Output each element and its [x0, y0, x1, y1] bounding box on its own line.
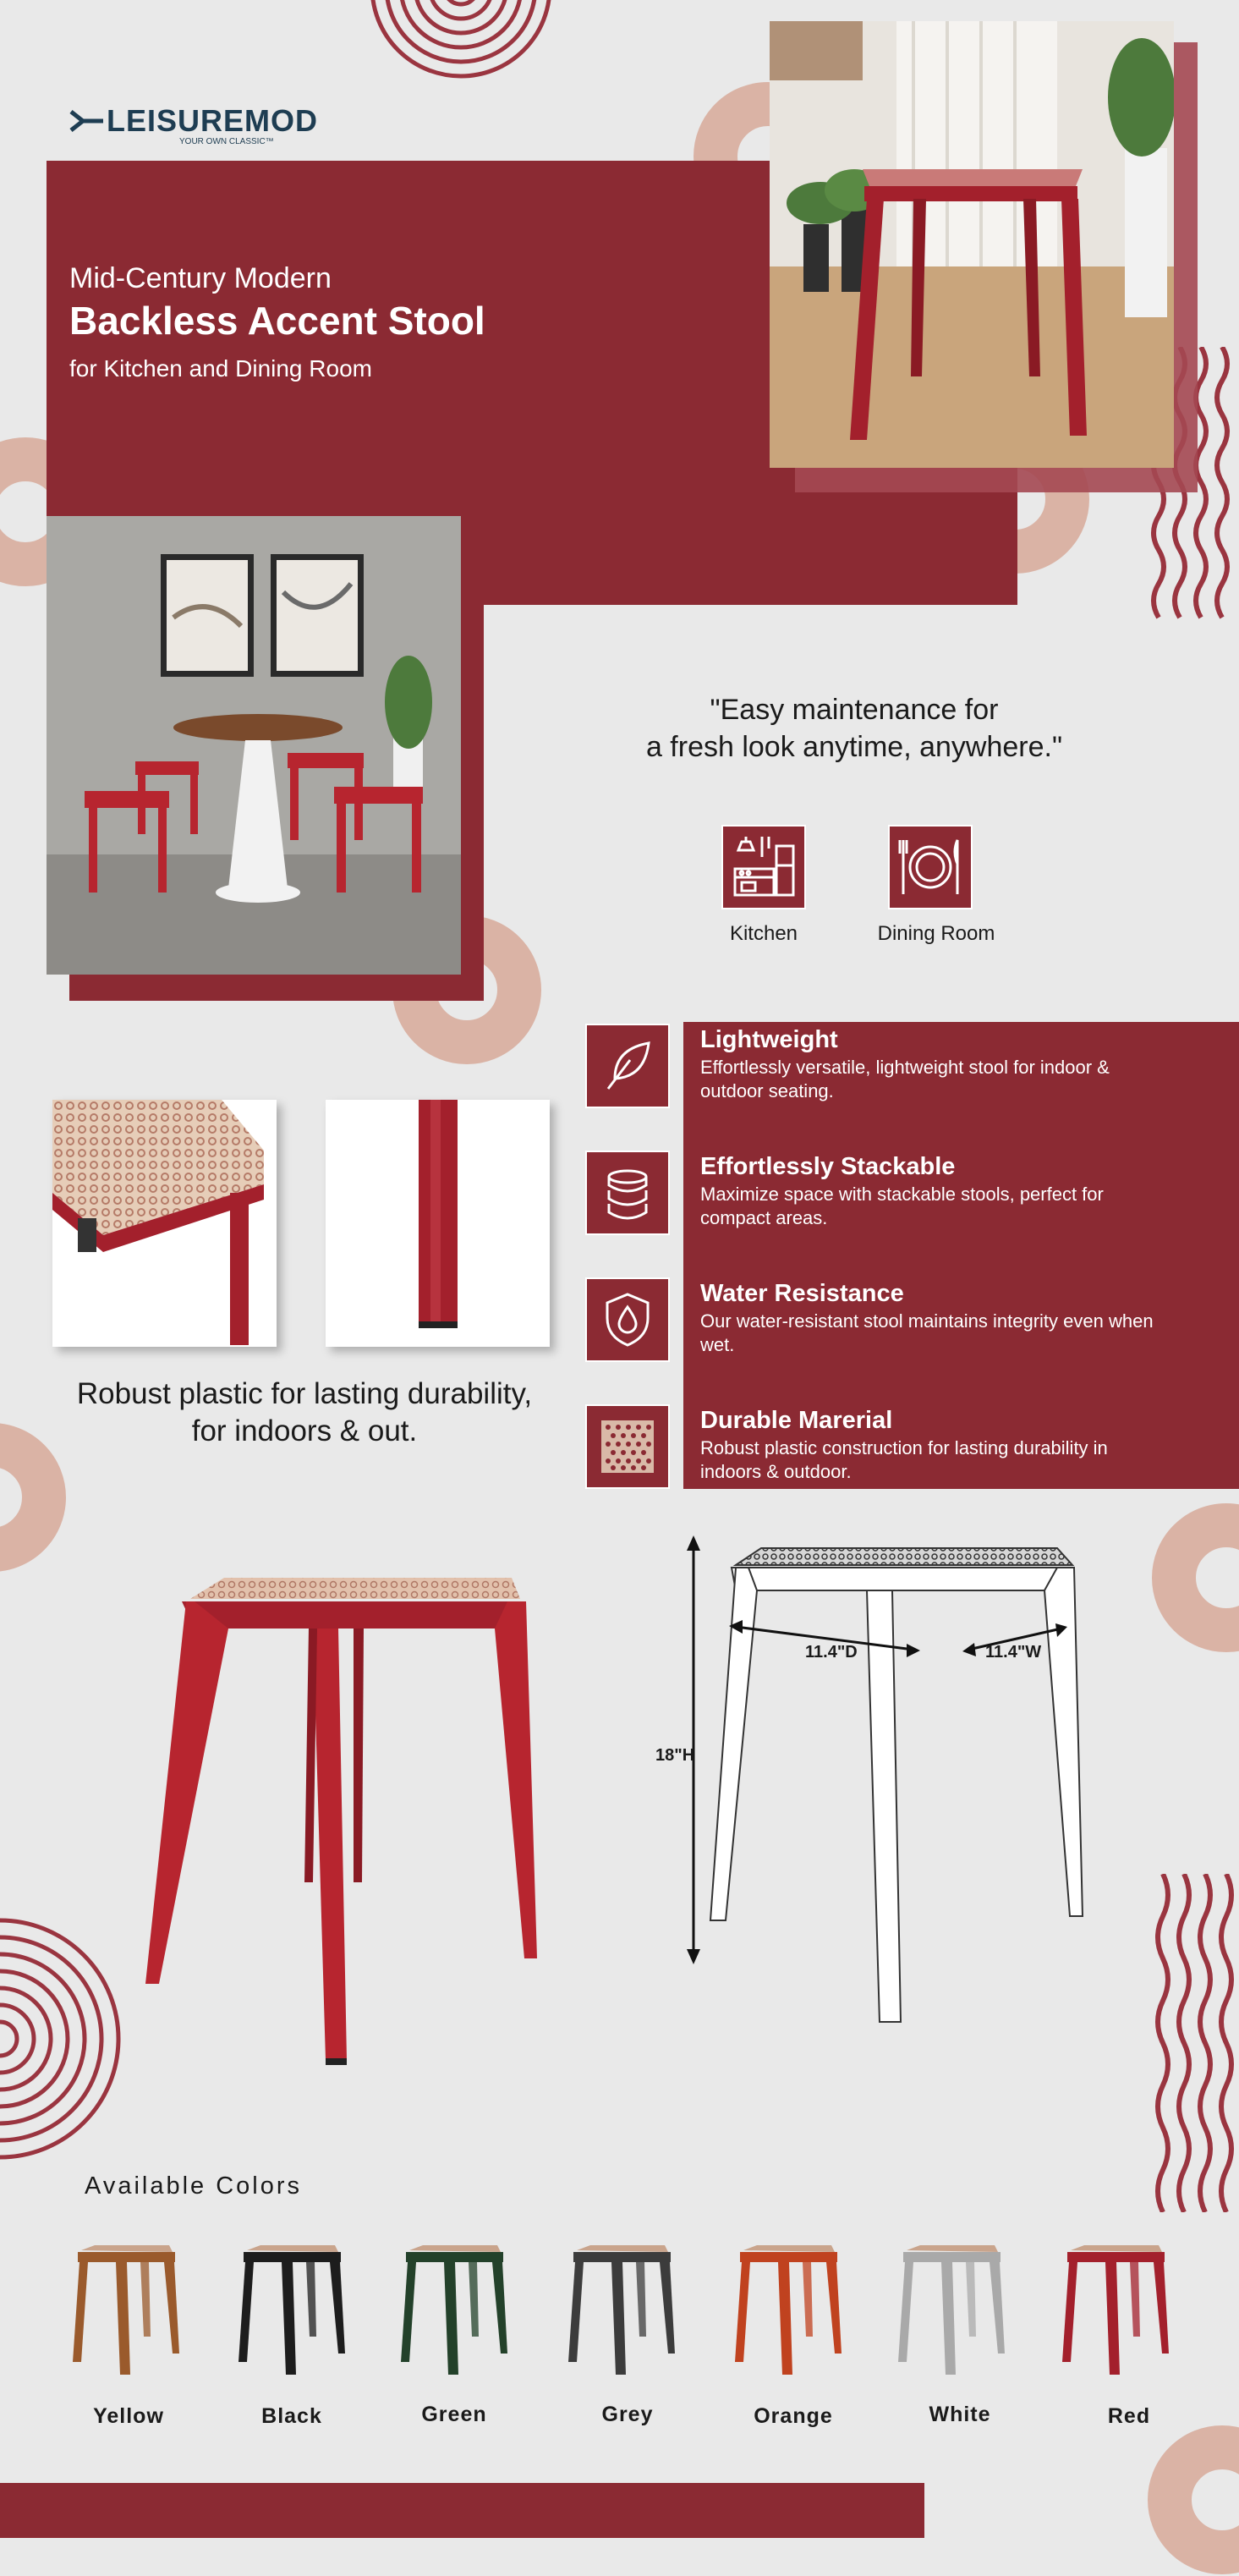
color-label-white: White [929, 2403, 991, 2426]
color-label-grey: Grey [601, 2403, 654, 2426]
concentric-circles-left [0, 1912, 127, 2166]
colors-heading: Available Colors [85, 2172, 303, 2200]
red-stool-illustration [135, 1569, 575, 2073]
dining-photo [47, 516, 461, 975]
color-swatch-white[interactable] [895, 2244, 1009, 2379]
feature-title-stackable: Effortlessly Stackable [700, 1153, 956, 1180]
wavy-lines-right-bottom [1150, 1874, 1239, 2212]
logo-mark-icon [69, 108, 105, 134]
hero-photo [770, 21, 1174, 468]
page-title: Backless Accent Stool [69, 299, 485, 343]
quote-line-2: a fresh look anytime, anywhere." [645, 731, 1063, 763]
feather-icon [585, 1024, 670, 1108]
concentric-arcs-top [364, 0, 558, 85]
color-swatch-orange[interactable] [732, 2244, 846, 2379]
stack-icon [585, 1151, 670, 1235]
kitchen-icon [721, 825, 806, 909]
color-label-orange: Orange [754, 2404, 833, 2428]
dimension-height-label: 18"H [655, 1746, 695, 1765]
brand-tagline: YOUR OWN CLASSIC™ [179, 137, 274, 146]
color-swatch-red[interactable] [1059, 2244, 1173, 2379]
color-label-yellow: Yellow [93, 2404, 164, 2428]
pattern-icon [585, 1404, 670, 1489]
feature-title-water: Water Resistance [700, 1280, 904, 1307]
feature-desc-water: Our water-resistant stool maintains integrity even when wet. [700, 1310, 1154, 1355]
dimension-depth-label: 11.4"D [805, 1643, 858, 1661]
water-shield-icon [585, 1277, 670, 1362]
feature-desc-material: Robust plastic construction for lasting durability in indoors & outdoor. [700, 1437, 1108, 1482]
peach-ring-6 [1150, 1502, 1239, 1654]
color-swatch-yellow[interactable] [69, 2244, 184, 2379]
leg-closeup-photo [326, 1100, 550, 1347]
hero-photo-art [770, 21, 1174, 468]
color-swatch-black[interactable] [235, 2244, 349, 2379]
color-label-green: Green [421, 2403, 487, 2426]
quote-line-1: "Easy maintenance for [710, 694, 999, 726]
dining-photo-art [47, 516, 461, 975]
dimension-drawing [668, 1535, 1142, 2039]
room-label-kitchen: Kitchen [729, 922, 798, 945]
room-label-dining: Dining Room [877, 922, 995, 945]
header-subtitle: Mid-Century Modern [69, 262, 332, 294]
footer-band [0, 2483, 924, 2538]
color-swatch-green[interactable] [397, 2244, 512, 2379]
color-label-red: Red [1107, 2404, 1151, 2428]
dimension-width-label: 11.4"W [985, 1643, 1042, 1661]
feature-desc-lightweight: Effortlessly versatile, lightweight stool for indoor & outdoor seating. [700, 1057, 1110, 1101]
durability-caption-2: for indoors & out. [191, 1414, 418, 1447]
header-caption: for Kitchen and Dining Room [69, 355, 372, 382]
color-swatch-grey[interactable] [565, 2244, 679, 2379]
peach-ring-7 [1146, 2424, 1239, 2576]
feature-desc-stackable: Maximize space with stackable stools, perfect for compact areas. [700, 1184, 1104, 1228]
brand-name: LEISUREMOD [107, 103, 319, 138]
color-label-black: Black [261, 2404, 322, 2428]
feature-title-material: Durable Marerial [700, 1407, 893, 1434]
dining-icon [888, 825, 973, 909]
durability-caption-1: Robust plastic for lasting durability, [76, 1377, 533, 1410]
feature-title-lightweight: Lightweight [700, 1026, 838, 1053]
seat-closeup-photo [52, 1100, 277, 1347]
